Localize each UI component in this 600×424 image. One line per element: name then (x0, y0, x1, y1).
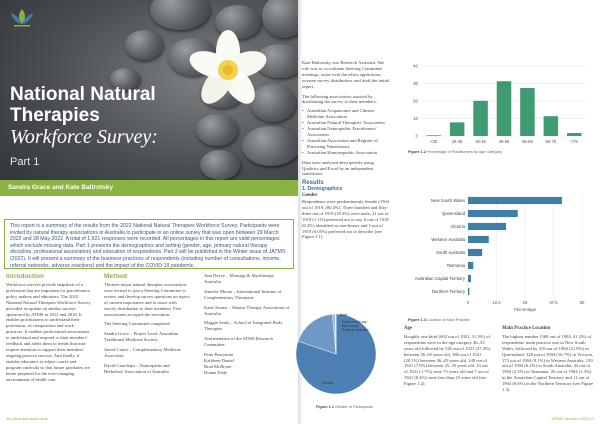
member-3: David Casteleijn – Naturopaths and Herbalists' Association of Australia (104, 362, 170, 374)
category-label: Tasmania (446, 263, 465, 268)
bar (473, 101, 488, 136)
intro-text: Workforce surveys provide snapshots of a profession that are important for practitioners, policy makers and educators. The 2022 National Natural Therapies Workforce Survey provided an update on similar surveys sponsored by ATMS in 2012 and 2018. It enables practitioners to understand their profession, its composition and work practices. It enables professional associations to understand and respond to their members' feedback and alerts them to trends that may require attention to support their members' ongoing practice success. And finally, it enables educators to adjust course and program curricula so that future graduates are better prepared for the ever-changing environment of health care. (6, 282, 91, 382)
lotus-logo-icon (8, 6, 36, 30)
associations-list (302, 108, 390, 155)
fig12-text: Percentage of Practitioners by Age Category (427, 150, 502, 154)
fig11-text: Gender of Participants (335, 405, 373, 409)
member-7: Maggie Sealy – School of Integrated Body Therapies (204, 320, 283, 332)
hero-image (0, 0, 298, 196)
intro-heading: Introduction (6, 273, 44, 280)
age-heading: Age (404, 326, 412, 331)
right-text-column (302, 60, 390, 240)
bar (468, 223, 506, 230)
footer-right: JATMS Autumn 2022 17 (550, 416, 594, 421)
fig12-caption (408, 150, 502, 154)
bar (468, 262, 473, 269)
x-tick-label: 36-45 (475, 139, 486, 144)
member-6: Katie Szotns – Shiatsu Therapy Association of Australia (204, 304, 290, 316)
intro-column (6, 273, 92, 386)
x-tick-label: <25 (430, 139, 438, 144)
method-steering: The Steering Committee comprised: (104, 321, 171, 327)
association-item: • Australian Association and Register of Practising Nutritionists (302, 138, 390, 150)
location-heading: Main Practice Location (502, 326, 551, 331)
member-1: Sandra Grace – Project Lead, Australian Traditional Medicine Society (104, 331, 178, 343)
title-line-1: National Natural (10, 84, 156, 105)
y-tick-label: 10 (412, 116, 418, 121)
category-label: Australian Capital Territory (414, 276, 465, 281)
y-tick-label: 0 (415, 133, 418, 139)
category-label: Western Australia (431, 237, 465, 242)
bar (567, 133, 582, 136)
rc-member-3: Brad McBryne (204, 363, 232, 369)
bar (426, 135, 441, 136)
bar (468, 275, 471, 282)
category-label: Queensland (441, 211, 465, 216)
frangipani-flower-icon (183, 30, 273, 110)
category-label: South Australia (436, 250, 465, 255)
left-page (0, 0, 298, 424)
category-label: Northern Territory (431, 289, 465, 294)
gender-pie-chart (282, 282, 392, 402)
x-tick-label: 46-55 (498, 139, 510, 144)
pie-label: Prefer not to say (342, 320, 367, 324)
author-bar (0, 180, 298, 196)
pie-label: Prefer to describe (342, 328, 369, 332)
bar (544, 116, 559, 136)
bar (497, 81, 512, 136)
method-column (104, 273, 190, 379)
bar (468, 249, 482, 256)
y-tick-label: 40 (412, 63, 418, 69)
association-item: • Australian Homoeopathic Association (302, 150, 390, 156)
pie-label: Male (340, 313, 348, 317)
bar (520, 88, 535, 136)
abstract-text: This report is a summary of the results from the 2022 National Natural Therapies Workforce Survey. Participants were invited by natural therapy associations in Australia to participate in an online survey that was open between 29 March 2022 and 28 May 2022. A total of 1,921 responses were recorded. All percentages in this report are valid percentages which exclude missing data. Part 1 presents the demographics and setting (gender, age, primary natural therapy discipline, professional association) and education of respondents. Part 2 will be published in the Winter issue of JATMS (2022). It will present a summary of the business practices of respondents (including number of consultations, income, referral networks, adverse reactions) and the impact of the COVID-19 pandemic. (10, 223, 286, 269)
fig11-number: Figure 1.1 (316, 405, 334, 409)
location-bar-chart (402, 190, 592, 320)
footer-left: 16 jatms.asn.au/journal (6, 416, 48, 421)
research-committee: And members of the ATMS Research Committee: (204, 336, 273, 348)
x-tick-label: 0 (466, 300, 470, 305)
age-bar-chart (402, 60, 592, 152)
rc-member-4: Donna Eddy (204, 369, 228, 375)
gender-text: Respondents were predominantly female (1564 out of 1919, (80.4%). Three hundred and fifty-three out of 1919 (18.4%) were male, 21 out of 1919 (1.1%) preferred not to say, 6 out of 1919 (0.3%) identified as non-binary and 1 out of 1919 (0.05%) preferred not to describe (see Figure 1.1). (302, 199, 390, 240)
category-label: Victoria (450, 224, 465, 229)
x-axis-label: Percentage (514, 307, 536, 312)
demographics-heading: 1. Demographics (302, 186, 343, 193)
results-heading: Results (302, 180, 324, 187)
fig12-number: Figure 1.2 (408, 150, 426, 154)
x-tick-label: 25-35 (451, 139, 463, 144)
rc-member-2: Kathleen Daniel (204, 357, 234, 363)
fig13-number: Figure 1.3 (408, 318, 426, 322)
location-text: The highest number (369 out of 1904, 41.2%) of respondents' main practice was in New South Wales, followed by 416 out of 1904 (21.8%) in Queensland, 328 out of 1904 (16.7%) in Victoria, 173 out of 1904 (9.1%) in Western Australia, 139 out of 1904 (6.2%) in South Australia, 44 out of 1904 (2.3%) in Tasmania, 26 out of 1904 (1.3%) in the Australian Capital Territory and 11 out of 1904 (0.6%) in the Northern Territory (see Figure 1.3). (502, 333, 594, 393)
ra-text: Kate Baltrotsky was Research Assistant. She role was to co-ordinate Steering Committee meetings, assist with the ethics application, oversee survey distribution, and draft the initial report. (302, 60, 390, 89)
rc-member-1: Peter Berryman (204, 352, 233, 358)
title-block (0, 78, 196, 174)
title-line-2: Therapies (10, 105, 100, 126)
title-line-3: Workforce Survey: (10, 126, 158, 148)
age-text: Roughly one third (602 out of 1921, 31.3%) of respondents were in the age category 46–55 years old followed by 526 out of 1921 (27.4%) between 56–65 years old, 386 out of 1921 (20.1%) between 36–45 years old, 149 out of 1921 (7.8%) between 25–35 years old, 33 out of 1921 (1.7%) were 75 years old and 7 out of 1921 (0.4%) were less than 25 years old (see Figure 1.2). (404, 333, 491, 387)
committee-column (204, 273, 290, 376)
gender-heading: Gender (302, 193, 318, 199)
y-tick-label: 30 (412, 81, 418, 86)
association-item: • Australian Natural Therapists' Association (302, 120, 390, 126)
associations-intro: The following associations assisted by distributing the survey to their members: (302, 93, 377, 105)
bar (468, 288, 469, 295)
analysis-text: Data were analysed descriptively using Qualtrics and Excel by an independent statistician. (302, 159, 374, 177)
member-2: Jarrod Carter – Complementary Medicine Associates (104, 347, 181, 359)
pie-label: Female (322, 381, 334, 385)
member-5: Jennifer Moore – International Institute of Complementary Therapists (204, 288, 282, 300)
fig13-caption (408, 318, 470, 322)
fig13-text: Location of Main Practice (427, 318, 470, 322)
association-item: • Australian Naturopathic Practitioners' Association (302, 126, 390, 138)
method-text: Thirteen major natural therapies associations were invited to join a Steering Committee to review and develop survey questions on topics of current importance and to assist with survey distribution to their members. Five associations accepted the invitation. (104, 282, 190, 317)
pie-label: Non-binary (342, 324, 359, 328)
category-label: New South Wales (431, 198, 465, 203)
y-tick-label: 20 (412, 98, 418, 104)
bar (468, 236, 489, 243)
method-heading: Method (104, 273, 128, 280)
authors: Sandra Grace and Kate Baltrotsky (8, 184, 114, 191)
part-label: Part 1 (10, 156, 40, 168)
bar (468, 197, 562, 204)
x-tick-label: 56-65 (522, 139, 533, 144)
x-tick-label: 66-75 (545, 139, 557, 144)
location-column (502, 326, 594, 393)
age-column (404, 326, 492, 387)
x-tick-label: 37.5 (549, 300, 558, 305)
fig11-caption (316, 405, 373, 409)
x-tick-label: 50 (579, 300, 585, 305)
bar (450, 122, 465, 136)
bar (468, 210, 518, 217)
x-tick-label: 25 (522, 300, 528, 305)
association-item: • Australian Acupuncture and Chinese Medicine Association (302, 108, 390, 120)
abstract-box (4, 219, 294, 269)
x-tick-label: 12.5 (492, 300, 501, 305)
member-4: Ann Davey – Massage & Myotherapy Australia (204, 273, 275, 284)
x-tick-label: >75 (570, 139, 578, 144)
